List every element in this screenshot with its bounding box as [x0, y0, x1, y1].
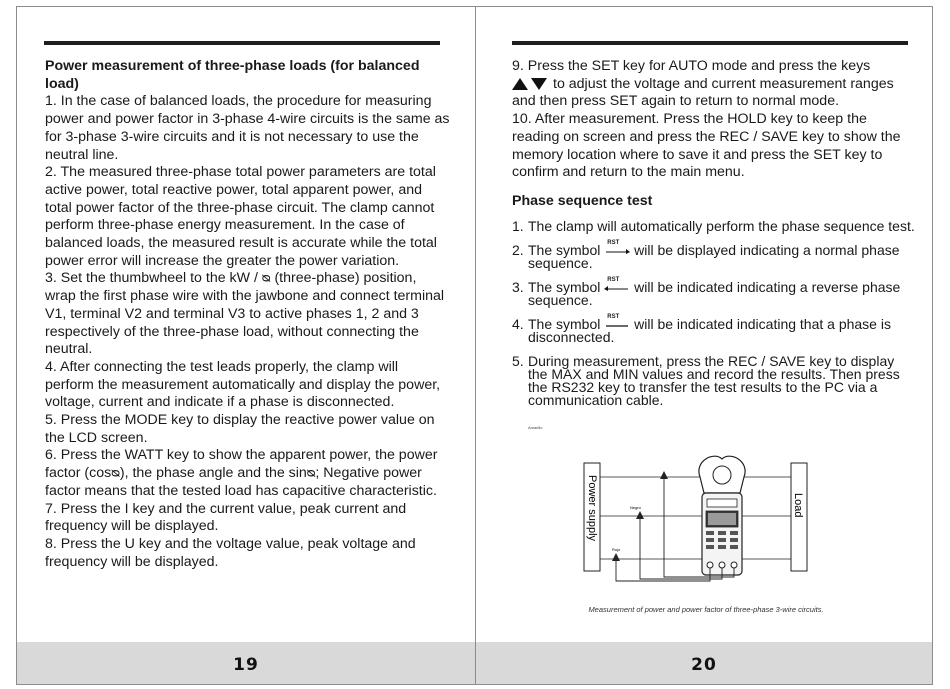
phase-step: [512, 355, 917, 407]
down-triangle-key-icon: [531, 78, 547, 90]
item-9-end: to adjust the voltage and current measurement ranges and then press SET again to return to normal mode.: [512, 75, 894, 110]
item-10: 10. After measurement. Press the HOLD key to keep the reading on screen and press the REC / SAVE key to show the memory location where to save it and press the SET key to confirm and return to the main menu.: [512, 111, 901, 181]
wire-label-negro: Negro: [630, 505, 641, 510]
page-footer: [476, 642, 932, 684]
wiring-diagram-svg: [582, 453, 822, 585]
paragraph-3: 3. Set the thumbwheel to the kW / ᴓ (three-phase) position, wrap the first phase wire with the jawbone and connect terminal V1, terminal V2 and terminal V3 to active phases 1, 2 and 3 respectively of the three-phase load, without connecting the neutral.: [45, 270, 445, 358]
page-left: [16, 6, 476, 685]
load-label: Load: [792, 493, 804, 518]
step-text-pre: The symbol: [528, 242, 601, 258]
step-number: 1.: [512, 218, 524, 234]
page-number: 20: [691, 655, 717, 675]
step-number: 3.: [512, 279, 524, 295]
step-text-pre: The symbol: [528, 279, 601, 295]
up-triangle-key-icon: [512, 78, 528, 90]
step-number: 5.: [512, 353, 524, 369]
right-body: [512, 58, 917, 182]
phase-steps: [512, 220, 917, 418]
rst-label: RST: [607, 277, 620, 283]
step-text-post: will be indicated indicating a reverse phase sequence.: [528, 279, 901, 308]
clamp-meter-icon: [699, 456, 745, 575]
step-text-post: will be displayed indicating a normal phase sequence.: [528, 242, 900, 271]
rst-label: RST: [607, 240, 620, 246]
diagram-caption: Measurement of power and power factor of three-phase 3-wire circuits.: [588, 605, 824, 614]
left-body: [45, 58, 450, 571]
step-number: 4.: [512, 316, 524, 332]
paragraph-7: 7. Press the I key and the current value, peak current and frequency will be displayed.: [45, 500, 407, 535]
section-heading: Power measurement of three-phase loads (for balanced load): [45, 58, 420, 92]
item-9: [512, 58, 917, 111]
phase-step: [512, 314, 917, 345]
power-supply-label: Power supply: [586, 475, 598, 542]
rst-phase-symbol-icon: [604, 314, 630, 329]
rst-label: RST: [607, 314, 620, 320]
paragraph-6: 6. Press the WATT key to show the apparent power, the power factor (cosᴓ), the phase angle and the sinᴓ; Negative power factor means that the tested load has capacitive characteristic.: [45, 447, 438, 499]
step-text: The clamp will automatically perform the phase sequence test.: [528, 218, 915, 234]
wiring-diagram: [582, 453, 822, 585]
phase-sequence-heading: Phase sequence test: [512, 193, 653, 209]
page-right: [475, 6, 933, 685]
step-text-pre: The symbol: [528, 316, 601, 332]
wire-label-rojo: Rojo: [612, 547, 621, 552]
page-footer: [17, 642, 475, 684]
paragraph-8: 8. Press the U key and the voltage value, peak voltage and frequency will be displayed.: [45, 535, 416, 570]
top-rule: [512, 41, 908, 45]
step-number: 2.: [512, 242, 524, 258]
phase-step: [512, 220, 917, 233]
rst-phase-symbol-icon: [604, 240, 630, 255]
paragraph-5: 5. Press the MODE key to display the reactive power value on the LCD screen.: [45, 412, 435, 446]
paragraph-1: 1. In the case of balanced loads, the procedure for measuring power and power factor in 3-phase 4-wire circuits is the same as for 3-phase 3-wire circuits and it is not necessary to use the neutral line.: [45, 93, 450, 163]
item-9-start: 9. Press the SET key for AUTO mode and press the keys: [512, 58, 871, 74]
step-text-post: will be indicated indicating that a phase is disconnected.: [528, 316, 891, 345]
phase-step: [512, 240, 917, 271]
paragraph-4: 4. After connecting the test leads properly, the clamp will perform the measurement automatically and display the power, voltage, current and indicate if a phase is disconnected.: [45, 358, 441, 411]
page-number: 19: [233, 655, 259, 675]
paragraph-2: 2. The measured three-phase total power parameters are total active power, total reactive power, total apparent power, and total power factor of the three-phase circuit. The clamp cannot perform three-phase energy measurement. In the case of balanced loads, the measured result is accurate while the total power error will increase the greater the power variation.: [45, 164, 437, 269]
top-rule: [44, 41, 440, 45]
phase-step: [512, 277, 917, 308]
tiny-label: Amarillo: [528, 425, 543, 430]
step-text: During measurement, press the REC / SAVE key to display the MAX and MIN values and record the results. Then press the RS232 key to transfer the test results to the PC via a communication cable.: [528, 353, 900, 408]
rst-phase-symbol-icon: [604, 277, 630, 292]
